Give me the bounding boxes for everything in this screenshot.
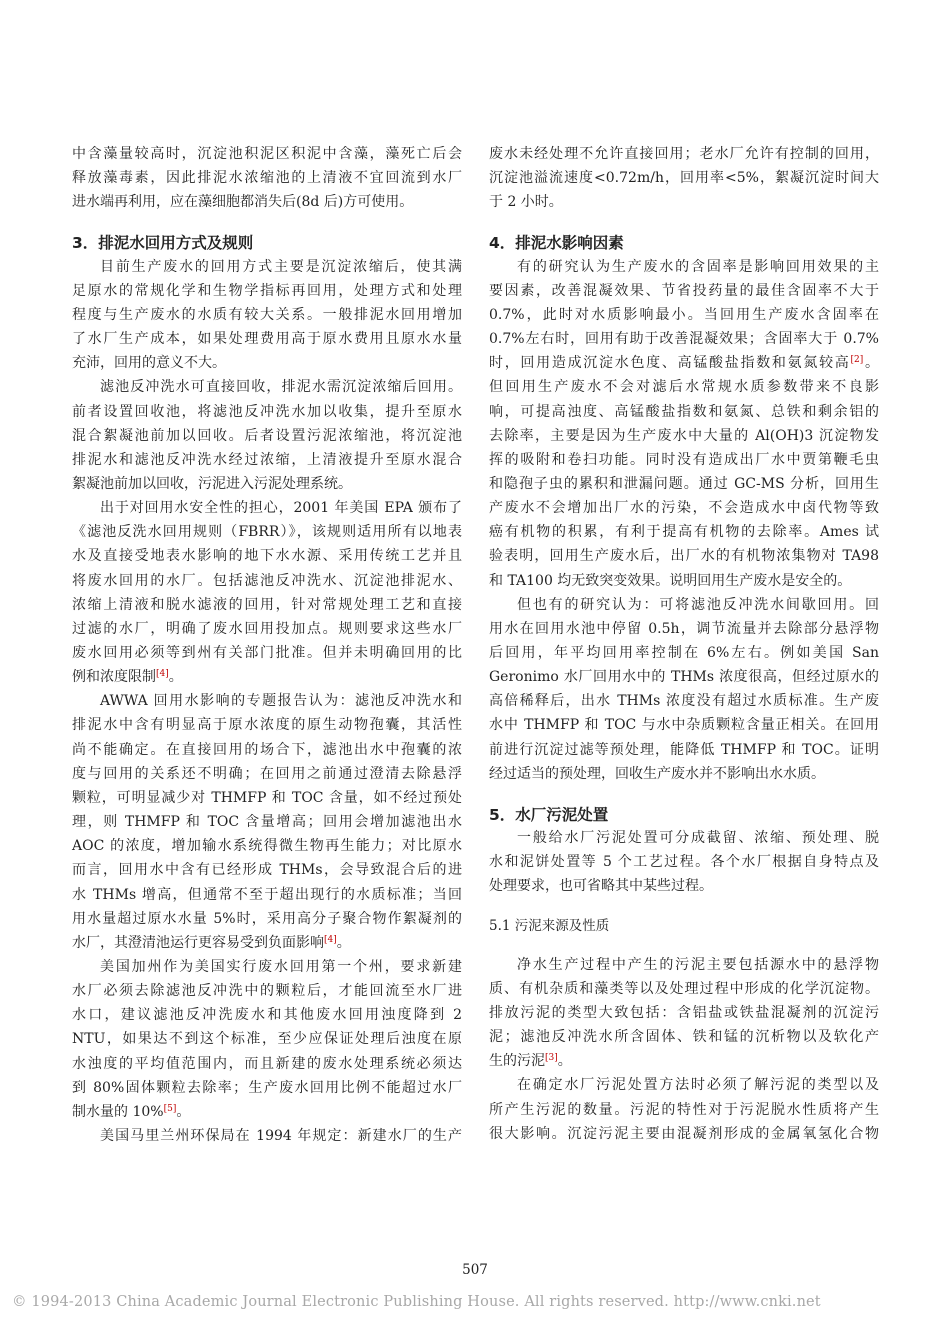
section-heading: 3．排泥水回用方式及规则 [72,234,254,253]
text-line [489,762,879,786]
text-segment: 很大影响。沉淀污泥主要由混凝剂形成的金属氧氢化合物 [489,1125,879,1142]
text-segment: 。 [168,669,183,686]
text-segment: 于 2 小时。 [489,194,563,211]
text-segment: 废水回用必须等到州有关部门批准。但并未明确回用的比 [72,645,462,661]
text-line [489,303,879,327]
text-line [72,1076,462,1100]
text-line [72,400,462,424]
text-line [72,166,462,190]
text-line [489,448,879,472]
text-line [72,858,462,882]
text-line [72,955,462,979]
text-line [489,190,879,214]
text-line [72,738,462,762]
text-line [489,1073,879,1097]
text-line [489,850,879,874]
text-segment: 但也有的研究认为：可将滤池反冲洗水间歇回用。回 [517,596,879,613]
text-line [72,472,462,496]
text-line [72,1124,462,1148]
text-line [72,569,462,593]
text-line [72,255,462,279]
text-segment: 处理要求，也可省略其中某些过程。 [489,878,713,895]
text-segment: 水厂，其澄清池运行更容易受到负面影响 [72,934,324,951]
text-line [489,1025,879,1049]
page-number: 507 [462,1262,488,1278]
text-line [72,713,462,737]
text-segment: 颗粒，可明显减少对 THMFP 和 TOC 含量，如不经过预处 [72,789,462,806]
text-segment: 排泥水中含有明显高于原水浓度的原生动物孢囊，其活性 [72,717,462,734]
text-line [72,351,462,375]
text-segment: 一般给水厂污泥处置可分成截留、浓缩、预处理、脱 [517,830,879,847]
text-segment: 废水未经处理不允许直接回用；老水厂允许有控制的回用， [489,146,879,162]
text-segment: 美国马里兰州环保局在 1994 年规定：新建水厂的生产 [100,1128,462,1144]
text-segment: 但回用生产废水不会对滤后水常规水质参数带来不良影 [489,379,879,396]
text-line [489,738,879,762]
text-segment: 例和浓度限制 [72,669,156,686]
subsection-heading: 5.1 污泥来源及性质 [489,917,610,934]
text-segment: 和隐孢子虫的累积和泄漏问题。通过 GC-MS 分析，回用生 [489,475,879,492]
copyright-footer: © 1994-2013 China Academic Journal Electronic Publishing House. All rights reserved. http://www.cnki.net [12,1294,821,1310]
citation-ref[interactable]: [5] [163,1103,177,1114]
text-line [489,279,879,303]
text-line [72,544,462,568]
text-line [489,977,879,1001]
text-line [489,874,879,898]
text-line [489,327,879,351]
text-line [72,327,462,351]
text-line [489,826,879,850]
text-line [489,1049,879,1073]
text-line [489,472,879,496]
text-segment: 水口，建议滤池反冲洗废水和其他废水回用浊度降到 2 [72,1007,462,1024]
text-segment: 。 [336,934,351,951]
text-line [489,400,879,424]
text-segment: 0.7%，此时对水质影响最小。当回用生产废水含固率在 [489,306,879,323]
text-segment: 。 [863,355,879,372]
text-line [72,931,462,955]
text-line [72,303,462,327]
text-line [72,883,462,907]
citation-ref[interactable]: [4] [156,669,169,680]
text-line [72,834,462,858]
text-segment: 排放污泥的类型大致包括：含铝盐或铁盐混凝剂的沉淀污 [489,1004,879,1021]
text-line [489,689,879,713]
text-segment: NTU，如果达不到这个标准，至少应保证处理后浊度在原 [72,1031,462,1048]
text-segment: 水和泥饼处置等 5 个工艺过程。各个水厂根据自身特点及 [489,854,879,871]
text-segment: AOC 的浓度，增加输水系统得微生物再生能力；对比原水 [72,838,462,855]
text-line [72,190,462,214]
text-line [72,1100,462,1124]
text-segment: 浓缩上清液和脱水滤液的回用，针对常规处理工艺和直接 [72,596,462,613]
text-segment: 充沛，回用的意义不大。 [72,355,226,372]
text-segment: 出于对回用水安全性的担心，2001 年美国 EPA 颁布了 [100,500,462,517]
text-segment: 度与回用的关系还不明确；在回用之前通过澄清去除悬浮 [72,765,462,782]
text-line [72,593,462,617]
text-line [489,953,879,977]
text-line [72,279,462,303]
text-segment: 絮凝池前加以回收，污泥进入污泥处理系统。 [72,475,352,492]
text-segment: 响，可提高浊度、高锰酸盐指数和氨氮、总铁和剩余铝的 [489,403,879,420]
text-line [72,689,462,713]
text-line [489,375,879,399]
section-heading: 5．水厂污泥处置 [489,805,609,824]
text-segment: 水中 THMFP 和 TOC 与水中杂质颗粒含量正相关。在回用 [489,717,879,734]
text-segment: 经过适当的预处理，回收生产废水并不影响出水水质。 [489,765,825,782]
text-line [489,713,879,737]
text-segment: 美国加州作为美国实行废水回用第一个州，要求新建 [100,958,462,975]
text-segment: 高倍稀释后，出水 THMs 浓度没有超过水质标准。生产废 [489,693,879,710]
text-line [489,617,879,641]
text-segment: 去除率，主要是因为生产废水中大量的 Al(OH)3 沉淀物发 [489,427,879,444]
text-segment: 癌有机物的积累，有利于提高有机物的去除率。Ames 试 [489,524,879,541]
text-segment: 在确定水厂污泥处置方法时必须了解污泥的类型以及 [517,1077,879,1094]
text-line [72,448,462,472]
text-segment: 滤池反冲洗水可直接回收，排泥水需沉淀浓缩后回用。 [100,379,462,396]
text-segment: 要因素，改善混凝效果、节省投药量的最佳含固率不大于 [489,282,879,299]
text-line [489,1122,879,1146]
text-segment: 程度与生产废水的水质有较大关系。一般排泥水回用增加 [72,306,462,323]
text-segment: 产废水不会增加出厂水的污染，不会造成水中卤代物等致 [489,500,879,517]
text-line [72,907,462,931]
text-line [72,641,462,665]
text-segment: 足原水的常规化学和生物学指标再回用，处理方式和处理 [72,282,462,299]
text-line [72,1027,462,1051]
text-line [72,979,462,1003]
text-segment: 挥的吸附和卷扫功能。同时没有造成出厂水中贾第鞭毛虫 [489,451,879,468]
citation-ref[interactable]: [4] [324,934,337,945]
text-line [489,166,879,190]
text-line [489,424,879,448]
text-segment: 水及直接受地表水影响的地下水水源、采用传统工艺并且 [72,548,462,565]
text-segment: 水厂必须去除滤池反冲洗中的颗粒后，才能回流至水厂进 [72,983,462,1000]
text-segment: 用水量超过原水水量 5%时，采用高分子聚合物作絮凝剂的 [72,910,462,927]
text-segment: 制水量的 10% [72,1103,164,1120]
text-segment: 目前生产废水的回用方式主要是沉淀浓缩后，使其满 [100,258,462,275]
text-segment: 和 TA100 均无致突变效果。说明回用生产废水是安全的。 [489,572,852,589]
text-line [72,375,462,399]
text-segment: 泥；滤池反冲洗水所含固体、铁和锰的沉析物以及软化产 [489,1029,879,1046]
text-line [489,1098,879,1122]
text-line [72,786,462,810]
text-segment: 生的污泥 [489,1053,545,1070]
text-segment: 。 [176,1103,191,1120]
text-segment: 将废水回用的水厂。包括滤池反冲洗水、沉淀池排泥水、 [72,572,462,589]
text-segment: 用水在回用水池中停留 0.5h，调节流量并去除部分悬浮物 [489,620,879,637]
text-line [489,351,879,375]
text-segment: 有的研究认为生产废水的含固率是影响回用效果的主 [517,258,879,275]
section-heading: 4．排泥水影响因素 [489,234,624,253]
text-line [489,255,879,279]
text-line [72,762,462,786]
text-line [72,520,462,544]
text-line [72,1052,462,1076]
text-line [72,617,462,641]
text-segment: 过滤的水厂，明确了废水回用投加点。规则要求这些水厂 [72,620,462,637]
text-segment: 《滤池反洗水回用规则（FBRR）》，该规则适用所有以地表 [72,524,462,541]
text-line [489,520,879,544]
text-line [489,142,879,166]
text-segment: 前者设置回收池，将滤池反冲洗水加以收集，提升至原水 [72,403,462,420]
citation-ref[interactable]: [3] [545,1053,558,1064]
text-line [489,665,879,689]
text-segment: 了水厂生产成本，如果处理费用高于原水费用且原水水量 [72,331,462,348]
text-line [489,593,879,617]
text-segment: 0.7%左右时，回用有助于改善混凝效果；含固率大于 0.7% [489,331,879,348]
text-segment: 到 80%固体颗粒去除率；生产废水回用比例不能超过水厂 [72,1079,462,1096]
text-line [72,1003,462,1027]
text-segment: 释放藻毒素，因此排泥水浓缩池的上清液不宜回流到水厂 [72,170,462,187]
text-segment: 沉淀池溢流速度<0.72m/h，回用率<5%，絮凝沉淀时间大 [489,170,879,187]
text-segment: 时，回用造成沉淀水色度、高锰酸盐指数和氨氮较高 [489,355,851,372]
text-segment: 验表明，回用生产废水后，出厂水的有机物浓集物对 TA98 [489,548,879,565]
text-line [489,569,879,593]
text-segment: 质、有机杂质和藻类等以及处理过程中形成的化学沉淀物。 [489,980,879,997]
text-line [72,496,462,520]
text-segment: 所产生污泥的数量。污泥的特性对于污泥脱水性质将产生 [489,1101,879,1118]
text-segment: 中含藻量较高时，沉淀池积泥区积泥中含藻，藻死亡后会 [72,146,462,162]
text-segment: Geronimo 水厂回用水中的 THMs 浓度很高，但经过原水的 [489,669,879,686]
text-line [72,665,462,689]
text-segment: 净水生产过程中产生的污泥主要包括源水中的悬浮物 [517,956,879,973]
text-segment: 前进行沉淀过滤等预处理，能降低 THMFP 和 TOC。证明 [489,741,879,758]
text-segment: 后回用，年平均回用率控制在 6%左右。例如美国 San [489,645,879,661]
text-line [489,1001,879,1025]
text-segment: 水浊度的平均值范围内，而且新建的废水处理系统必须达 [72,1055,462,1072]
text-segment: 理，则 THMFP 和 TOC 含量增高；回用会增加滤池出水 [72,814,462,831]
text-line [72,142,462,166]
text-line [489,496,879,520]
text-segment: 。 [557,1053,572,1070]
text-segment: 进水端再利用，应在藻细胞都消失后(8d 后)方可使用。 [72,194,414,211]
text-segment: 而言，回用水中含有已经形成 THMs，会导致混合后的进 [72,862,462,879]
text-line [489,544,879,568]
text-segment: 尚不能确定。在直接回用的场合下，滤池出水中孢囊的浓 [72,741,462,758]
text-line [72,424,462,448]
text-segment: 水 THMs 增高，但通常不至于超出现行的水质标准；当回 [72,886,462,903]
text-line [72,810,462,834]
text-line [489,641,879,665]
text-segment: 混合絮凝池前加以回收。后者设置污泥浓缩池，将沉淀池 [72,427,462,444]
citation-ref[interactable]: [2] [850,355,864,366]
text-segment: AWWA 回用水影响的专题报告认为：滤池反冲洗水和 [100,693,462,710]
text-segment: 排泥水和滤池反冲洗水经过浓缩，上清液提升至原水混合 [72,451,462,468]
